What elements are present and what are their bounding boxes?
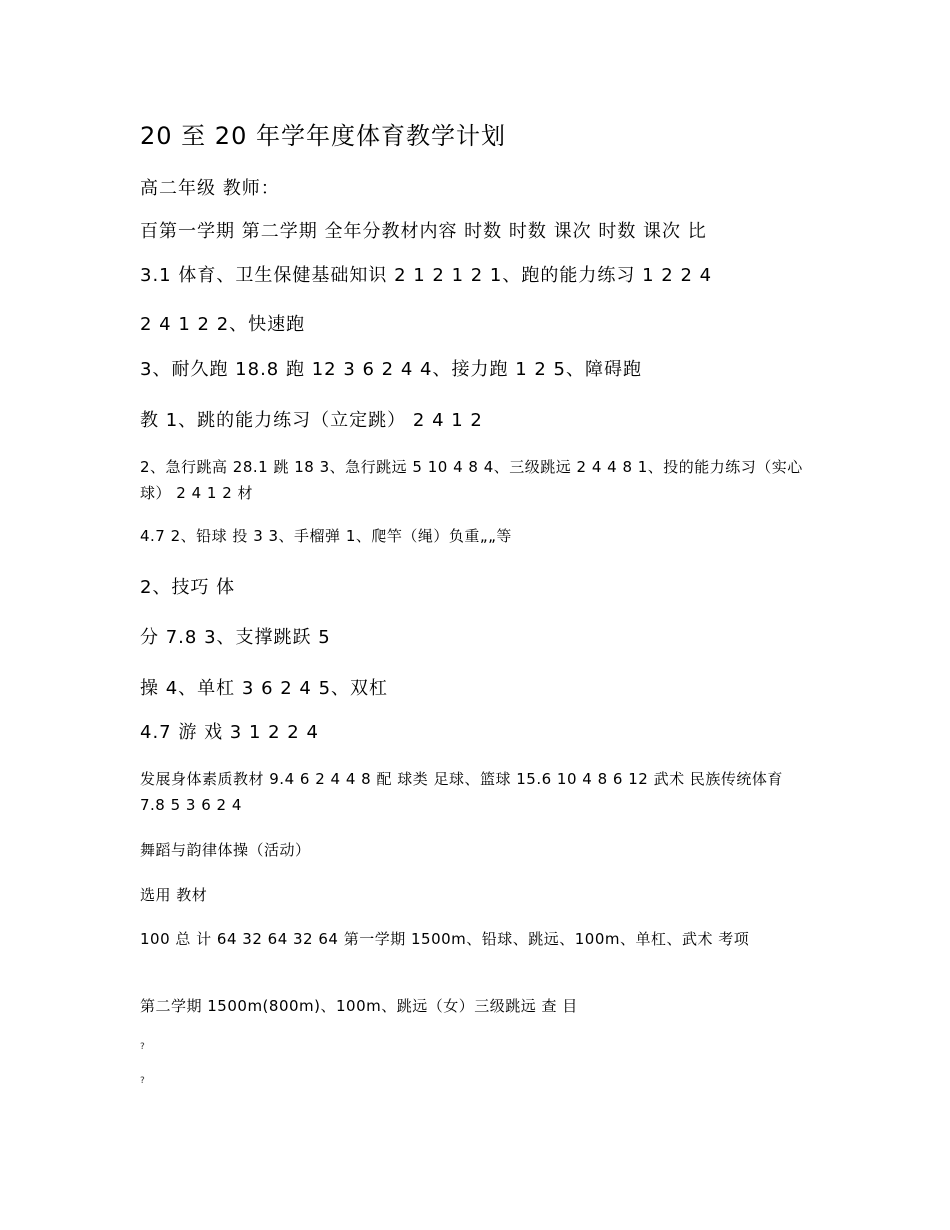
table-header-line: 百第一学期 第二学期 全年分教材内容 时数 时数 课次 时数 课次 比 [140,221,707,242]
text-line: 教 1、跳的能力练习（立定跳） 2 4 1 2 [140,410,483,431]
text-line: 第二学期 1500m(800m)、100m、跳远（女）三级跳远 查 目 [140,997,578,1015]
text-line: 舞蹈与韵律体操（活动） [140,841,311,859]
text-line: 2 4 1 2 2、快速跑 [140,314,306,335]
text-line: 分 7.8 3、支撑跳跃 5 [140,627,331,648]
placeholder-mark: ? [140,1042,146,1052]
grade-teacher-line: 高二年级 教师： [140,178,280,199]
text-line: 4.7 2、铅球 投 3 3、手榴弹 1、爬竿（绳）负重„„等 [140,527,512,545]
text-line: 2、急行跳高 28.1 跳 18 3、急行跳远 5 10 4 8 4、三级跳远 2 4 4 8 1、投的能力练习（实心球） 2 4 1 2 材 [140,458,803,502]
placeholder-mark: ? [140,1076,146,1086]
page-title: 20 至 20 年学年度体育教学计划 [140,122,506,150]
text-line: 100 总 计 64 32 64 32 64 第一学期 1500m、铅球、跳远、100m、单杠、武术 考项 [140,930,750,948]
text-line: 选用 教材 [140,886,208,904]
text-line: 发展身体素质教材 9.4 6 2 4 4 8 配 球类 足球、篮球 15.6 10 4 8 6 12 武术 民族传统体育 7.8 5 3 6 2 4 [140,770,783,814]
text-line: 4.7 游 戏 3 1 2 2 4 [140,722,319,743]
text-line: 3.1 体育、卫生保健基础知识 2 1 2 1 2 1、跑的能力练习 1 2 2 4 [140,265,713,286]
text-line: 操 4、单杠 3 6 2 4 5、双杠 [140,678,389,699]
text-line: 2、技巧 体 [140,577,236,598]
text-line: 3、耐久跑 18.8 跑 12 3 6 2 4 4、接力跑 1 2 5、障碍跑 [140,359,642,380]
